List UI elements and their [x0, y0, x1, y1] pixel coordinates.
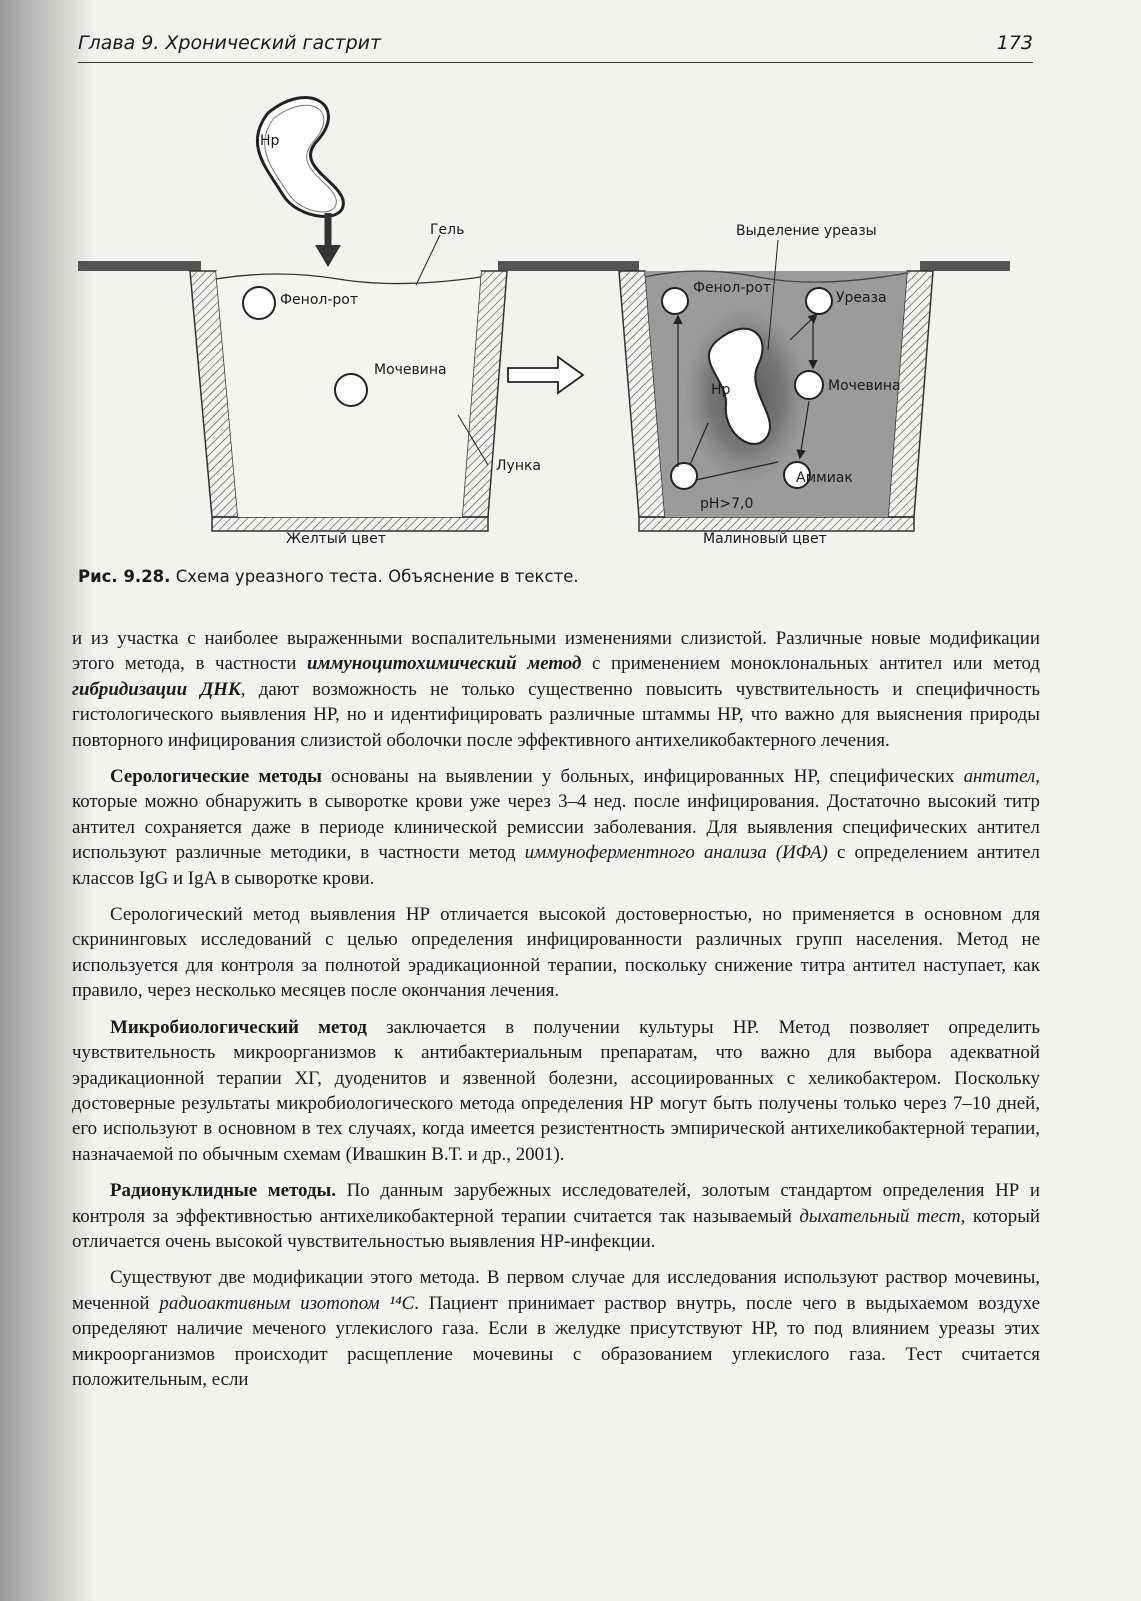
bold-italic-term: иммуноцитохимический метод: [307, 653, 582, 675]
bold-term: Микробиологический метод: [110, 1016, 367, 1038]
label-urease: Уреаза: [836, 290, 887, 306]
right-plate: [586, 261, 1010, 531]
running-header: [78, 28, 1033, 63]
text-run: , которые можно обнаружить в сыворотке крови уже через 3–4 нед. после инфицирования. Достаточно высокий титр антител сохраняется даже в периоде клинической ремиссии заболевания. Для выявления специфических антител используют различные методики, в частности метод: [72, 766, 1040, 864]
bold-italic-term: гибридизации ДНК: [72, 678, 241, 700]
figure-caption: [78, 567, 1018, 586]
italic-term: дыхательный тест: [799, 1205, 961, 1227]
urease-test-figure: [78, 85, 1038, 555]
transition-arrow: [508, 357, 583, 393]
text-run: Существуют две модификации этого метода. В первом случае для исследования используют раствор мочевины, меченной: [72, 1267, 1040, 1314]
label-urease-release: Выделение уреазы: [736, 223, 877, 239]
label-yellow-color: Желтый цвет: [286, 531, 386, 547]
paragraph-breath-test-modifications: [72, 1265, 1040, 1392]
text-run: Серологический метод выявления НР отличается высокой достоверностью, но применяется в основном для скрининговых исследований с целью определения инфицированности различных групп населения. Метод не используется для контроля за полнотой эрадикационной терапии, поскольку снижение титра антител наступает, как правило, через несколько месяцев после окончания лечения.: [72, 904, 1040, 1002]
italic-term: радиоактивным изотопом ¹⁴С: [159, 1292, 415, 1314]
text-run: , который отличается очень высокой чувствительностью выявления НР-инфекции.: [72, 1205, 1040, 1252]
chapter-title: Глава 9. Хронический гастрит: [78, 32, 382, 54]
label-hp-right: Нр: [711, 382, 731, 398]
text-run: , дают возможность не только существенно повысить чувствительность и специфичность гистологического выявления НР, но и идентифицировать различные штаммы НР, что важно для выяснения природы повторного инфицирования слизистой оболочки после эффективного антихеликобактерного лечения.: [72, 678, 1040, 751]
label-phenol-red-left: Фенол-рот: [280, 292, 358, 308]
text-run: с определением антител классов IgG и IgA в сыворотке крови.: [72, 842, 1040, 889]
label-crimson-color: Малиновый цвет: [703, 531, 827, 547]
paragraph-serological-reliability: [72, 902, 1040, 1004]
hp-bacterium: [257, 98, 343, 217]
caption-text: Схема уреазного теста. Объяснение в тексте.: [175, 567, 579, 586]
caption-number: Рис. 9.28.: [78, 567, 171, 586]
text-run: По данным зарубежных исследователей, золотым стандартом определения НР и контроля за эффективностью антихеликобактерной терапии считается так называемый: [72, 1180, 1040, 1227]
text-run: и из участка с наиболее выраженными воспалительными изменениями слизистой. Различные новые модификации этого метода, в частности: [72, 628, 1040, 675]
italic-term: иммуноферментного анализа (ИФА): [524, 842, 828, 864]
phenol-red-circle-left: [243, 287, 275, 319]
label-phenol-red-right: Фенол-рот: [693, 280, 771, 296]
down-arrow-head: [315, 245, 341, 267]
body-text: [72, 626, 1040, 1403]
label-hp-left: Нр: [260, 133, 280, 149]
label-urea-right: Мочевина: [828, 378, 901, 394]
text-run: основаны на выявлении у больных, инфицированных НР, специфических: [321, 766, 964, 788]
text-run: с применением моноклональных антител или метод: [581, 653, 1040, 675]
text-run: заключается в получении культуры НР. Метод позволяет определить чувствительность микроорганизмов к антибактериальным препаратам, что важно для выбора адекватной эрадикационной терапии ХГ, дуоденитов и язвенной болезни, ассоциированных с хеликобактером. Поскольку достоверные результаты микробиологического метода определения НР могут быть получены только через 7–10 дней, его используют в основном в тех случаях, когда имеется резистентность эмпирической антихеликобактерной терапии, назначаемой по обычным схемам (Ивашкин В.Т. и др., 2001).: [72, 1016, 1040, 1165]
paragraph-radionuclide-methods: [72, 1178, 1040, 1254]
italic-term: антител: [963, 766, 1036, 788]
bold-term: Серологические методы: [110, 766, 322, 788]
label-ph: pH>7,0: [700, 496, 754, 512]
urea-circle-left: [335, 374, 367, 406]
label-gel: Гель: [430, 222, 465, 238]
paragraph-microbiological-method: [72, 1015, 1040, 1167]
paragraph-serological-methods: [72, 764, 1040, 891]
paragraph-histology-continued: [72, 626, 1040, 753]
label-well: Лунка: [496, 458, 542, 474]
urease-test-diagram: [78, 85, 1038, 555]
bold-term: Радионуклидные методы.: [110, 1180, 336, 1202]
text-run: . Пациент принимает раствор внутрь, после чего в выдыхаемом воздухе определяют наличие меченого углекислого газа. Если в желудке присутствуют НР, то под влиянием уреазы этих микроорганизмов происходит расщепление мочевины с образованием углекислого газа. Тест считается положительным, если: [72, 1292, 1041, 1390]
label-urea-left: Мочевина: [374, 362, 447, 378]
label-ammonia: Аммиак: [796, 470, 853, 486]
page-number: 173: [996, 32, 1033, 54]
